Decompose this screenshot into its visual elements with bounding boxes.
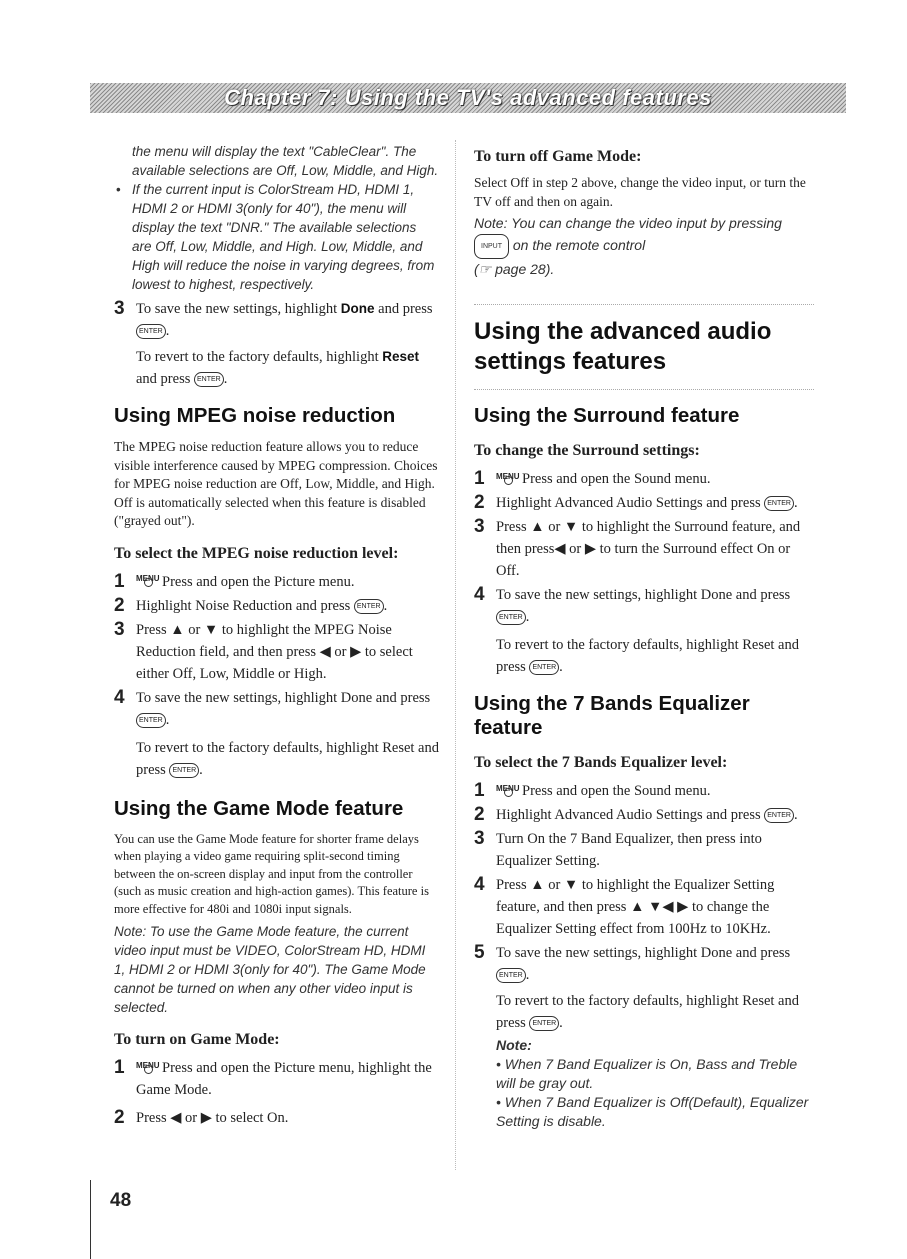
- game-off-body: Select Off in step 2 above, change the video input, or turn the TV off and then on again.: [474, 175, 806, 209]
- game-off-subheading: To turn off Game Mode:: [474, 148, 642, 165]
- chapter-title: Chapter 7: Using the TV's advanced features: [224, 85, 712, 110]
- mpeg-step-4: 4 To save the new settings, highlight Done and press ENTER .: [114, 686, 431, 728]
- mpeg-revert: To revert to the factory defaults, highlight Reset and press ENTER .: [136, 739, 439, 778]
- column-divider: [455, 140, 456, 1170]
- enter-button-icon: ENTER: [169, 763, 199, 778]
- menu-button-icon: MENU: [496, 783, 522, 801]
- game-heading: Using the Game Mode feature: [114, 796, 404, 820]
- mpeg-subheading: To select the MPEG noise reduction level:: [114, 544, 399, 562]
- mpeg-step-2: 2 Highlight Noise Reduction and press ENTER .: [114, 594, 388, 616]
- mpeg-body: The MPEG noise reduction feature allows you to reduce visible interference caused by MPEG compression. Choices for MPEG noise reduction are Off, Low, Middle, and High. Off is automatically selected when this feature is disabled ("grayed out").: [114, 439, 438, 528]
- right-column: [474, 148, 814, 1131]
- audio-heading-line1: Using the advanced audio: [474, 318, 772, 345]
- enter-button-icon: ENTER: [496, 610, 526, 625]
- eq-step-3: 3 Turn On the 7 Band Equalizer, then press into Equalizer Setting.: [474, 828, 762, 869]
- equalizer-subheading: To select the 7 Bands Equalizer level:: [474, 754, 728, 771]
- menu-button-icon: MENU: [496, 471, 522, 489]
- surround-revert: To revert to the factory defaults, highlight Reset and press ENTER .: [496, 637, 799, 675]
- game-body: You can use the Game Mode feature for shorter frame delays when playing a video game requiring split-second timing between the on-screen display and input from the controller (such as music creation and high-action games). This feature is more effective for 480i and 1080i input signals.: [114, 831, 429, 916]
- enter-button-icon: ENTER: [136, 324, 166, 339]
- enter-button-icon: ENTER: [136, 713, 166, 728]
- equalizer-heading: Using the 7 Bands Equalizer feature: [474, 692, 750, 739]
- menu-button-icon: MENU: [136, 573, 162, 591]
- audio-heading-line2: settings features: [474, 348, 667, 375]
- enter-button-icon: ENTER: [764, 808, 794, 823]
- game-note: Note: To use the Game Mode feature, the current video input must be VIDEO, ColorStream HD, HDMI 1, HDMI 2 or HDMI 3(only for 40"). The Game Mode cannot be turned on when any other video input is selected.: [114, 924, 426, 1015]
- game-step-2: 2 Press ◀ or ▶ to select On.: [114, 1107, 289, 1128]
- enter-button-icon: ENTER: [354, 599, 384, 614]
- step-3: 3 To save the new settings, highlight Done and press ENTER .: [114, 298, 433, 339]
- intro-text: the menu will display the text "CableClear". The available selections are Off, Low, Middle, and High.: [132, 144, 439, 178]
- eq-step-5: 5 To save the new settings, highlight Done and press ENTER .: [474, 942, 791, 983]
- eq-note-label: Note:: [496, 1037, 532, 1053]
- surround-subheading: To change the Surround settings:: [474, 442, 700, 459]
- eq-note-1: • When 7 Band Equalizer is On, Bass and Treble will be gray out.: [496, 1056, 798, 1091]
- mpeg-step-3: 3 Press ▲ or ▼ to highlight the MPEG Noise Reduction field, and then press ◀ or ▶ to select either Off, Low, Middle or High.: [114, 618, 413, 682]
- eq-step-1: 1 MENU Press and open the Sound menu.: [474, 780, 711, 801]
- input-button-icon: INPUT: [474, 234, 509, 259]
- surround-step-1: 1 MENU Press and open the Sound menu.: [474, 468, 711, 489]
- menu-button-icon: MENU: [136, 1060, 162, 1078]
- game-off-note: Note: You can change the video input by pressing INPUT on the remote control (☞ page 28).: [474, 215, 782, 277]
- game-step-1: 1 MENU Press and open the Picture menu, highlight the Game Mode.: [114, 1057, 432, 1098]
- enter-button-icon: ENTER: [529, 1016, 559, 1031]
- mpeg-step-1: 1 MENU Press and open the Picture menu.: [114, 570, 355, 592]
- surround-step-4: 4 To save the new settings, highlight Done and press ENTER .: [474, 584, 791, 625]
- dnr-bullet: • If the current input is ColorStream HD, HDMI 1, HDMI 2 or HDMI 3(only for 40"), the menu will display the text "DNR." The available selections are Off, Low, Middle, and High. Low, Middle, and High will reduce the noise in varying degrees, from lowest to highest, respectively.: [116, 180, 439, 294]
- surround-heading: Using the Surround feature: [474, 404, 740, 427]
- mpeg-heading: Using MPEG noise reduction: [114, 404, 396, 427]
- eq-revert: To revert to the factory defaults, highlight Reset and press ENTER .: [496, 993, 799, 1031]
- enter-button-icon: ENTER: [194, 372, 224, 387]
- surround-step-3: 3 Press ▲ or ▼ to highlight the Surround feature, and then press◀ or ▶ to turn the Surround effect On or Off.: [474, 516, 801, 579]
- surround-step-2: 2 Highlight Advanced Audio Settings and press ENTER .: [474, 492, 798, 513]
- eq-step-4: 4 Press ▲ or ▼ to highlight the Equalizer Setting feature, and then press ▲ ▼◀ ▶ to change the Equalizer Setting effect from 100Hz to 10KHz.: [474, 874, 775, 937]
- eq-note-2: • When 7 Band Equalizer is Off(Default), Equalizer Setting is disable.: [496, 1094, 809, 1129]
- left-column: [114, 142, 439, 1131]
- eq-step-2: 2 Highlight Advanced Audio Settings and press ENTER .: [474, 804, 798, 825]
- divider: [474, 389, 814, 390]
- game-on-subheading: To turn on Game Mode:: [114, 1031, 280, 1048]
- enter-button-icon: ENTER: [529, 660, 559, 675]
- revert-text: To revert to the factory defaults, highlight Reset and press ENTER .: [136, 349, 419, 387]
- enter-button-icon: ENTER: [764, 496, 794, 511]
- page-number: 48: [110, 1190, 132, 1211]
- divider: [474, 304, 814, 305]
- page-number-rule: [90, 1180, 91, 1259]
- enter-button-icon: ENTER: [496, 968, 526, 983]
- chapter-banner: [90, 83, 846, 113]
